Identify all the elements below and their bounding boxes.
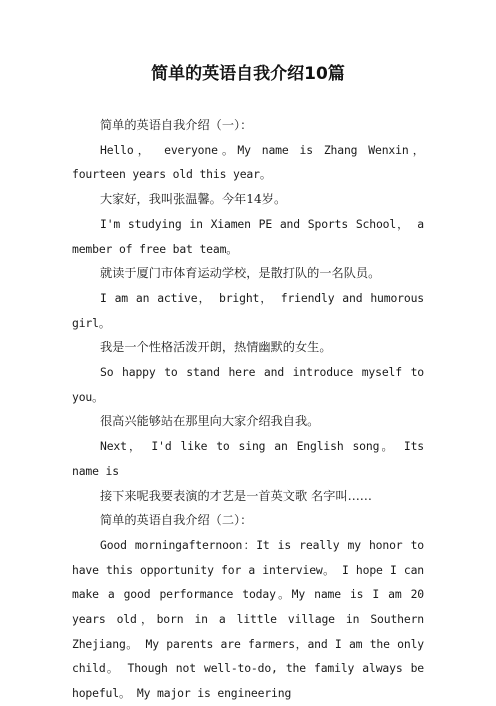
paragraph: 接下来呢我要表演的才艺是一首英文歌 名字叫…… [100, 488, 372, 503]
paragraph: 我是一个性格活泼开朗，热情幽默的女生。 [100, 340, 332, 355]
document-title: 简单的英语自我介绍10篇 [151, 64, 345, 84]
paragraph: I'm studying in Xiamen PE and Sports School， a member of free bat team。 [72, 216, 424, 256]
paragraph: 很高兴能够站在那里向大家介绍我自我。 [100, 414, 320, 429]
paragraph: 简单的英语自我介绍（一）： [100, 118, 253, 132]
paragraph: Good morningafternoon：It is really my honor to have this opportunity for a interview。 I hope I can make a good performance today。My name is I am 20 years old，born in a little village in Southern Zhejiang。 My parents are farmers，and I am the only child。 Though not well-to-do, the family always be hopeful。 My major is engineering [72, 537, 424, 701]
paragraph: 简单的英语自我介绍（二）： [100, 513, 253, 528]
document-body [72, 113, 424, 706]
paragraph: So happy to stand here and introduce myself to you。 [72, 365, 424, 404]
paragraph: 大家好，我叫张温馨。今年14岁。 [100, 192, 287, 207]
paragraph: 就读于厦门市体育运动学校，是散打队的一名队员。 [100, 266, 381, 281]
paragraph: Next， I'd like to sing an English song。 Its name is [72, 439, 424, 478]
paragraph: I am an active， bright， friendly and humorous girl。 [72, 290, 424, 330]
paragraph: Hello， everyone。My name is Zhang Wenxin， fourteen years old this year。 [72, 142, 424, 182]
